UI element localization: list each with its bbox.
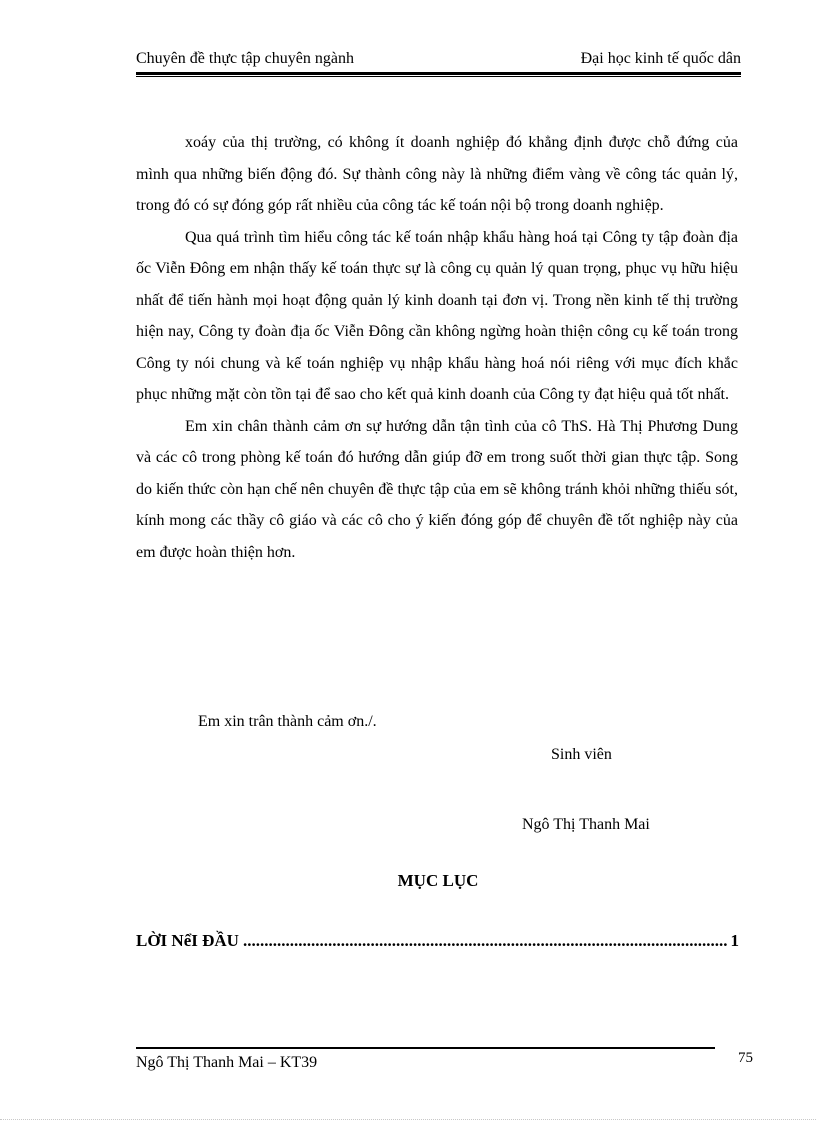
toc-entry[interactable] bbox=[136, 931, 739, 951]
header-divider-thin bbox=[136, 76, 741, 77]
footer-author: Ngô Thị Thanh Mai – KT39 bbox=[136, 1054, 318, 1071]
footer-divider bbox=[136, 1047, 715, 1049]
page-bottom-edge bbox=[0, 1119, 816, 1120]
header-university: Đại học kinh tế quốc dân bbox=[580, 50, 741, 67]
body-text bbox=[136, 127, 738, 568]
header-divider bbox=[136, 72, 741, 75]
paragraph-3: Em xin chân thành cảm ơn sự hướng dẫn tận tình của cô ThS. Hà Thị Phương Dung và các cô trong phòng kế toán đó hướng dẫn giúp đỡ em trong suốt thời gian thực tập. Song do kiến thức còn hạn chế nên chuyên đề thực tập của em sẽ không tránh khỏi những thiếu sót, kính mong các thầy cô giáo và các cô cho ý kiến đóng góp để chuyên đề tốt nghiệp này của em được hoàn thiện hơn. bbox=[136, 417, 738, 561]
signature-name: Ngô Thị Thanh Mai bbox=[522, 816, 650, 833]
paragraph-1: xoáy của thị trường, có không ít doanh nghiệp đó khẳng định được chỗ đứng của mình qua những biến động đó. Sự thành công này là những điểm vàng về công tác quản lý, trong đó có sự đóng góp rất nhiều của công tác kế toán nội bộ trong doanh nghiệp. bbox=[136, 134, 738, 214]
toc-entry-label: LỜI NểI ĐẦU bbox=[136, 931, 239, 950]
header-course-title: Chuyên đề thực tập chuyên ngành bbox=[136, 50, 354, 67]
toc-title: MỤC LỤC bbox=[397, 871, 479, 890]
page-number: 75 bbox=[738, 1050, 753, 1066]
paragraph-2: Qua quá trình tìm hiểu công tác kế toán nhập khẩu hàng hoá tại Công ty tập đoàn địa ốc Viễn Đông em nhận thấy kế toán thực sự là công cụ quản lý quan trọng, phục vụ hữu hiệu nhất để tiến hành mọi hoạt động quản lý kinh doanh tại đơn vị. Trong nền kinh tế thị trường hiện nay, Công ty đoàn địa ốc Viễn Đông cần không ngừng hoàn thiện công cụ kế toán trong Công ty nói chung và kế toán nghiệp vụ nhập khẩu hàng hoá nói riêng với mục đích khắc phục những mặt còn tồn tại để sao cho kết quả kinh doanh của Công ty đạt hiệu quả tốt nhất. bbox=[136, 228, 738, 403]
signature-label: Sinh viên bbox=[551, 746, 612, 763]
closing-thanks: Em xin trân thành cảm ơn./. bbox=[198, 713, 377, 730]
toc-leader-dots bbox=[243, 931, 727, 951]
toc-entry-page: 1 bbox=[730, 931, 739, 950]
